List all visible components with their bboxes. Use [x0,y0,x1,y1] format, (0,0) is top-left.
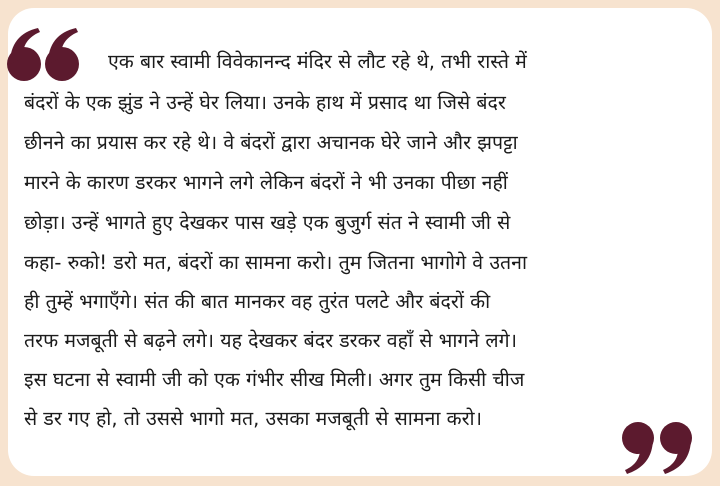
quote-line: ही तुम्हें भगाएँगे। संत की बात मानकर वह तुरंत पलटे और बंदरों की [24,290,491,313]
quote-line: बंदरों के एक झुंड ने उन्हें घेर लिया। उनके हाथ में प्रसाद था जिसे बंदर [24,91,506,114]
quote-line: छोड़ा। उन्हें भागते हुए देखकर पास खड़े एक बुजुर्ग संत ने स्वामी जी से [24,211,511,234]
quote-line: से डर गए हो, तो उससे भागो मत, उसका मजबूती से सामना करो। [24,407,482,430]
quote-line: मारने के कारण डरकर भागने लगे लेकिन बंदरों ने भी उनका पीछा नहीं [24,171,508,194]
quote-line: कहा- रुको! डरो मत, बंदरों का सामना करो। तुम जितना भागोगे वे उतना [24,251,528,274]
quote-line: तरफ मजबूती से बढ़ने लगे। यह देखकर बंदर डरकर वहाँ से भागने लगे। [24,329,517,352]
quote-line: इस घटना से स्वामी जी को एक गंभीर सीख मिली। अगर तुम किसी चीज [24,368,525,391]
quote-line: एक बार स्वामी विवेकानन्द मंदिर से लौट रहे थे, तभी रास्ते में [108,50,527,73]
quote-line: छीनने का प्रयास कर रहे थे। वे बंदरों द्वारा अचानक घेरे जाने और झपट्टा [24,131,518,154]
quote-close-icon [620,420,698,474]
